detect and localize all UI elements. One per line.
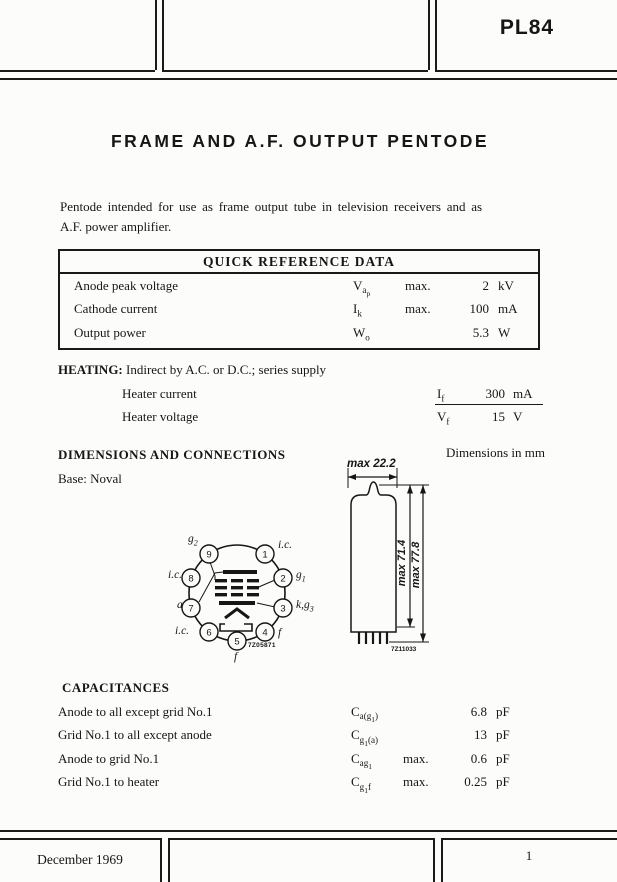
row-symbol: $I_k$	[353, 301, 362, 319]
intro-line-2: A.F. power amplifier.	[60, 219, 172, 234]
header-box-bottom-left	[0, 70, 155, 72]
pin-number: 9	[206, 549, 212, 561]
header-box-bottom-right	[435, 70, 617, 72]
pin-label: i.c.	[278, 539, 293, 551]
pin-label: $g_2$	[188, 533, 198, 548]
header-rule	[0, 78, 617, 80]
table-row	[58, 724, 536, 748]
tube-height-outer-dimension: max 77.8	[410, 541, 422, 589]
row-symbol: $V_f$	[437, 409, 450, 427]
row-unit: V	[513, 409, 523, 424]
page-title: FRAME AND A.F. OUTPUT PENTODE	[110, 131, 490, 151]
pin-number: 7	[188, 603, 194, 615]
row-value: 0.6	[470, 750, 487, 766]
row-unit: pF	[496, 750, 510, 766]
pin-label: i.c.	[168, 569, 183, 581]
heater-divider-rule	[435, 404, 543, 405]
header-box-bottom-middle	[162, 70, 428, 72]
row-label: Output power	[74, 324, 146, 340]
pin-label: i.c.	[175, 625, 190, 637]
pin-label: $g_1$	[296, 569, 306, 584]
footer-divider-left-a	[160, 838, 162, 882]
row-symbol: $W_o$	[353, 324, 370, 343]
pin-label: f	[278, 627, 282, 639]
base-type: Base: Noval	[58, 471, 122, 486]
row-label: Anode to all except grid No.1	[58, 703, 213, 719]
row-unit: mA	[513, 386, 533, 401]
row-value: 6.8	[470, 703, 487, 719]
quick-reference-table	[58, 249, 540, 350]
row-label: Anode to grid No.1	[58, 750, 160, 766]
row-unit: kV	[498, 277, 514, 293]
pin-connector-lines	[199, 562, 275, 607]
tube-width-dimension: max 22.2	[347, 458, 396, 470]
table-row	[58, 700, 536, 724]
header-divider-right-a	[428, 0, 430, 70]
row-symbol: $I_f$	[437, 386, 445, 404]
pin-number: 4	[262, 627, 268, 639]
row-qualifier: max.	[403, 774, 429, 790]
pin-number: 3	[280, 603, 286, 615]
row-symbol: $C_{g_1(a)}$	[351, 727, 379, 748]
row-unit: pF	[496, 774, 510, 790]
footer-divider-right-a	[433, 838, 435, 882]
row-symbol: $C_{a(g_1)}$	[351, 703, 379, 724]
table-row	[60, 321, 538, 345]
publication-date: December 1969	[37, 852, 123, 867]
quick-reference-title: QUICK REFERENCE DATA	[60, 251, 538, 274]
heater-current-row	[0, 386, 617, 404]
pinout-drawing-code: 7Z05871	[248, 642, 276, 649]
heating-section	[58, 362, 326, 378]
tube-height-inner-dimension: max 71.4	[396, 539, 408, 587]
row-value: 5.3	[472, 324, 489, 340]
pin-number: 1	[262, 549, 268, 561]
footer-box-top-right	[441, 838, 617, 840]
footer-rule	[0, 830, 617, 832]
row-qualifier: max.	[403, 750, 429, 766]
pin-circles	[182, 545, 292, 650]
row-unit: pF	[496, 727, 510, 743]
row-unit: mA	[498, 301, 518, 317]
pin-label: f	[234, 651, 238, 663]
row-qualifier: max.	[405, 301, 431, 317]
row-label: Heater current	[122, 386, 197, 401]
capacitances-heading: CAPACITANCES	[62, 680, 170, 695]
row-label: Cathode current	[74, 301, 158, 317]
heating-heading: HEATING:	[58, 362, 123, 377]
pin-number: 5	[234, 636, 240, 648]
row-qualifier: max.	[405, 277, 431, 293]
row-label: Heater voltage	[122, 409, 199, 424]
table-row	[60, 274, 538, 298]
page-number: 1	[525, 848, 533, 863]
pinout-drawing	[168, 528, 323, 666]
row-unit: pF	[496, 703, 510, 719]
heater-voltage-row	[0, 409, 617, 427]
row-value: 15	[492, 409, 505, 424]
intro-paragraph	[60, 197, 542, 237]
row-value: 100	[469, 301, 489, 317]
header-divider-left-b	[162, 0, 164, 70]
dimensions-unit-note: Dimensions in mm	[446, 445, 545, 460]
tube-drawing-code: 7Z11033	[391, 646, 417, 653]
pin-number: 8	[188, 573, 194, 585]
tube-outline-drawing	[333, 455, 468, 660]
footer-box-top-left	[0, 838, 160, 840]
pin-number: 6	[206, 627, 212, 639]
heating-description: Indirect by A.C. or D.C.; series supply	[126, 362, 327, 377]
row-symbol: $C_{g_1f}$	[351, 774, 371, 795]
row-value: 2	[482, 277, 489, 293]
table-row	[58, 771, 536, 795]
row-symbol: $C_{ag_1}$	[351, 750, 372, 771]
row-unit: W	[498, 324, 511, 340]
header-divider-left-a	[155, 0, 157, 70]
table-row	[60, 298, 538, 322]
heater-voltage-values	[437, 409, 541, 425]
row-value: 13	[474, 727, 487, 743]
row-symbol: $V_{a_p}$	[353, 277, 371, 298]
footer-box-top-middle	[168, 838, 433, 840]
base-pinout-diagram	[168, 528, 323, 666]
heater-current-values	[437, 386, 541, 402]
pin-number: 2	[280, 573, 286, 585]
intro-line-1: Pentode intended for use as frame output tube in television receivers and as	[60, 199, 483, 214]
row-value: 0.25	[464, 774, 487, 790]
product-name: PL84	[499, 16, 555, 39]
electrode-symbols	[215, 570, 259, 605]
capacitances-list	[58, 700, 536, 794]
row-label: Anode peak voltage	[74, 277, 178, 293]
row-value: 300	[485, 386, 505, 401]
footer-divider-left-b	[168, 838, 170, 882]
row-label: Grid No.1 to heater	[58, 774, 160, 790]
pin-label: a	[177, 599, 183, 611]
table-row	[58, 747, 536, 771]
dimensions-heading: DIMENSIONS AND CONNECTIONS	[58, 447, 286, 462]
pin-label: $k,g_3$	[296, 599, 314, 614]
row-label: Grid No.1 to all except anode	[58, 727, 212, 743]
